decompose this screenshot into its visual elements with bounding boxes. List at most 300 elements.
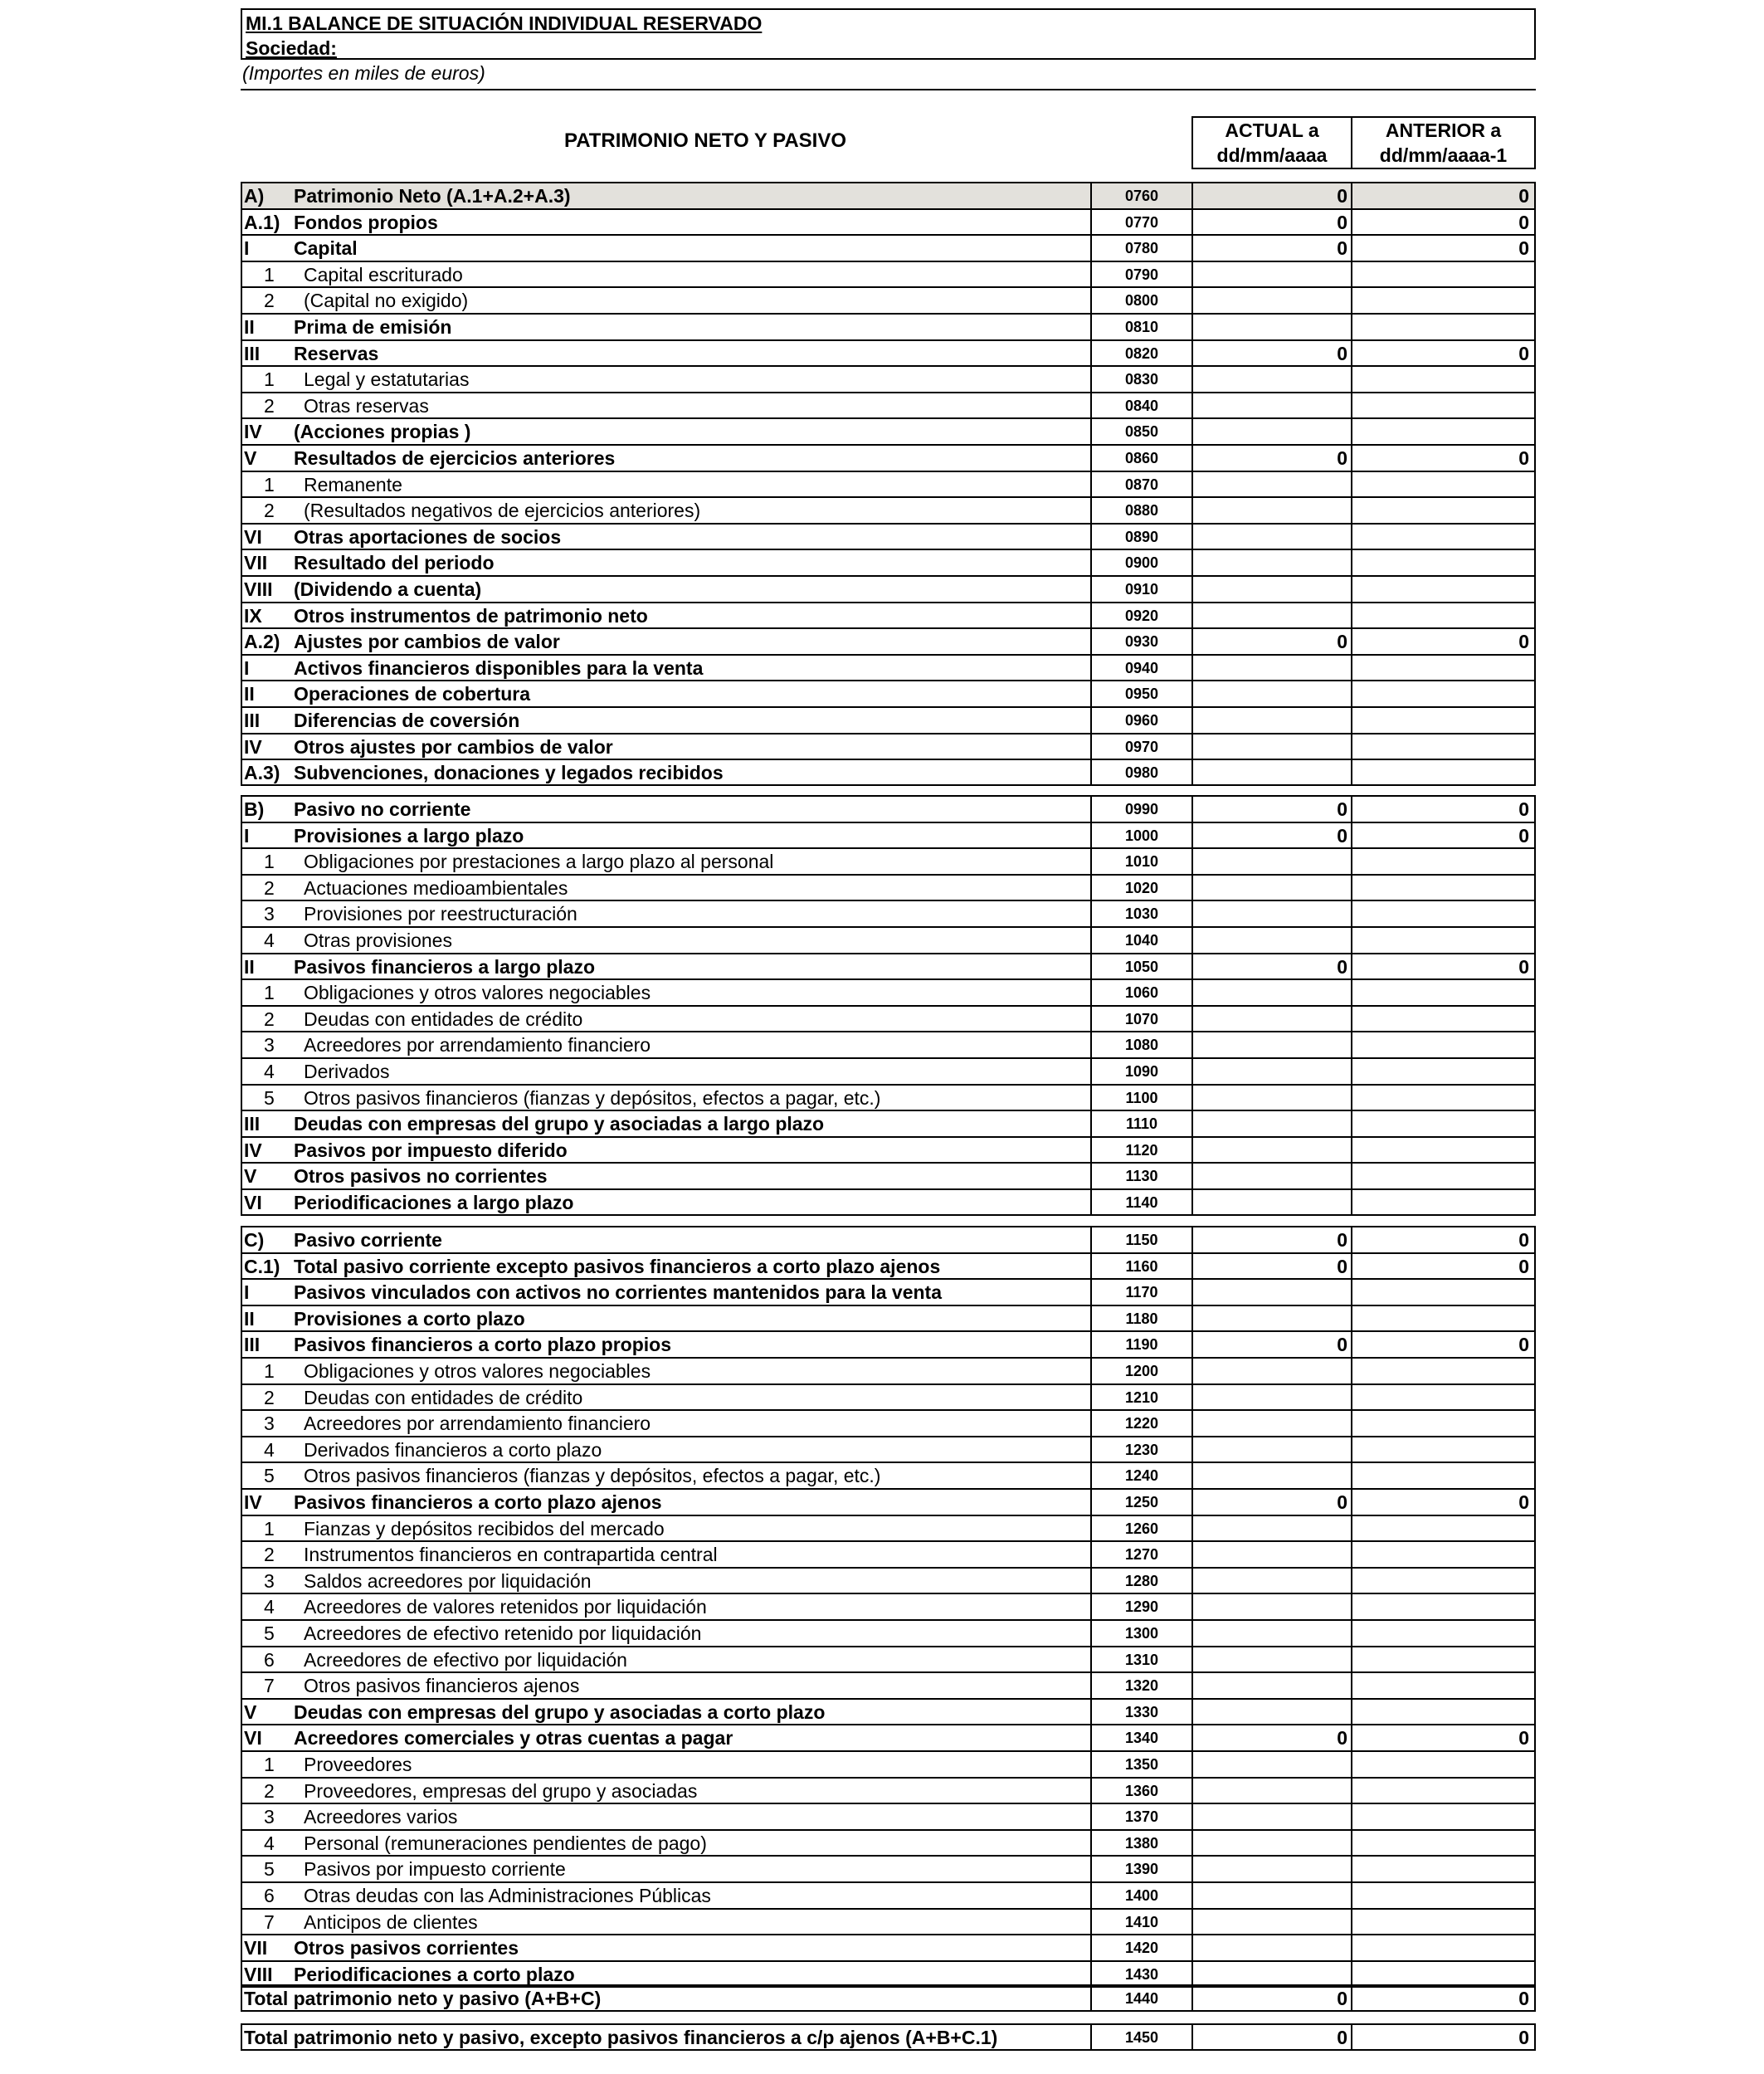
row-label-cell — [241, 1490, 1090, 1515]
row-number: 5 — [264, 1858, 275, 1880]
row-number: 1 — [264, 1518, 275, 1540]
value-anterior — [1351, 1673, 1536, 1698]
row-label-cell — [241, 656, 1090, 681]
row-number: 6 — [264, 1649, 275, 1671]
row-label-cell — [241, 629, 1090, 654]
row-number: 2 — [264, 1780, 275, 1802]
row-label-cell — [241, 1007, 1090, 1032]
value-anterior — [1351, 1437, 1536, 1462]
row-label: Otros pasivos corrientes — [294, 1937, 519, 1959]
value-anterior — [1351, 980, 1536, 1005]
value-actual: 0 — [1191, 1227, 1351, 1252]
row-label-cell — [241, 419, 1090, 444]
table-row — [241, 286, 1536, 313]
value-actual — [1191, 1700, 1351, 1725]
value-anterior — [1351, 1962, 1536, 1986]
table-row — [241, 1162, 1536, 1188]
row-label: Reservas — [294, 343, 379, 364]
value-anterior — [1351, 656, 1536, 681]
row-number: IV — [244, 736, 262, 758]
value-actual — [1191, 1569, 1351, 1593]
value-anterior: 0 — [1351, 1227, 1536, 1252]
row-number: 4 — [264, 1439, 275, 1461]
table-row — [241, 1252, 1536, 1279]
row-code: 0870 — [1090, 472, 1191, 497]
row-label: Total patrimonio neto y pasivo, excepto pasivos financieros a c/p ajenos (A+B+C.1) — [244, 2027, 998, 2048]
row-code: 0860 — [1090, 446, 1191, 471]
value-anterior — [1351, 1059, 1536, 1084]
value-anterior — [1351, 472, 1536, 497]
value-anterior: 0 — [1351, 1725, 1536, 1750]
row-label-cell — [241, 1227, 1090, 1252]
row-number: A.3) — [244, 762, 280, 783]
units-note: (Importes en miles de euros) — [242, 62, 485, 84]
table-row — [241, 900, 1536, 926]
table-row — [241, 1829, 1536, 1856]
row-label-cell — [241, 603, 1090, 628]
row-code: 1380 — [1090, 1831, 1191, 1856]
table-row — [241, 847, 1536, 874]
value-anterior — [1351, 876, 1536, 900]
row-label-cell — [241, 1138, 1090, 1163]
value-anterior: 0 — [1351, 2025, 1536, 2049]
row-label-cell — [241, 1621, 1090, 1646]
table-row — [241, 2023, 1536, 2051]
row-code: 1050 — [1090, 954, 1191, 979]
row-label-cell — [241, 446, 1090, 471]
value-anterior — [1351, 1935, 1536, 1960]
row-label: Pasivos financieros a corto plazo propios — [294, 1334, 672, 1355]
value-anterior — [1351, 1883, 1536, 1908]
value-actual: 0 — [1191, 1254, 1351, 1279]
row-label: Otros pasivos no corrientes — [294, 1165, 548, 1187]
row-label-cell — [241, 1700, 1090, 1725]
table-row — [241, 1619, 1536, 1646]
row-code: 0810 — [1090, 315, 1191, 339]
row-code: 1160 — [1090, 1254, 1191, 1279]
value-anterior — [1351, 1138, 1536, 1163]
row-number: V — [244, 1701, 257, 1723]
value-anterior — [1351, 849, 1536, 874]
value-actual — [1191, 1647, 1351, 1672]
row-label: Pasivos por impuesto diferido — [294, 1139, 568, 1161]
value-actual — [1191, 681, 1351, 706]
value-actual: 0 — [1191, 1490, 1351, 1515]
row-number: 2 — [264, 1387, 275, 1408]
value-actual — [1191, 1437, 1351, 1462]
row-number: III — [244, 1113, 261, 1135]
table-row — [241, 1908, 1536, 1935]
table-row — [241, 234, 1536, 261]
value-anterior — [1351, 1910, 1536, 1935]
table-row — [241, 1646, 1536, 1672]
row-label: Pasivo corriente — [294, 1229, 442, 1251]
row-label: Fianzas y depósitos recibidos del mercado — [304, 1518, 665, 1540]
value-actual — [1191, 980, 1351, 1005]
value-actual — [1191, 1804, 1351, 1829]
value-anterior — [1351, 1857, 1536, 1881]
row-label-cell — [241, 760, 1090, 784]
row-number: 2 — [264, 1544, 275, 1565]
value-actual — [1191, 419, 1351, 444]
table-row — [241, 1593, 1536, 1619]
row-code: 1130 — [1090, 1164, 1191, 1188]
table-row — [241, 978, 1536, 1005]
row-label: Otras aportaciones de socios — [294, 526, 562, 548]
value-actual — [1191, 1359, 1351, 1383]
value-actual — [1191, 849, 1351, 874]
row-code: 1250 — [1090, 1490, 1191, 1515]
value-actual — [1191, 1962, 1351, 1986]
row-number: VI — [244, 1727, 262, 1749]
row-code: 1340 — [1090, 1725, 1191, 1750]
value-actual — [1191, 708, 1351, 733]
row-number: 1 — [264, 1754, 275, 1775]
row-number: A.1) — [244, 212, 280, 233]
row-label-cell — [241, 823, 1090, 848]
value-anterior — [1351, 1086, 1536, 1110]
company-label: Sociedad: — [246, 37, 337, 59]
value-actual — [1191, 901, 1351, 926]
row-code: 1400 — [1090, 1883, 1191, 1908]
row-label: Proveedores, empresas del grupo y asociadas — [304, 1780, 698, 1802]
value-actual — [1191, 1621, 1351, 1646]
row-number: 1 — [264, 982, 275, 1003]
report-title: MI.1 BALANCE DE SITUACIÓN INDIVIDUAL RESERVADO — [246, 12, 763, 34]
row-number: 7 — [264, 1911, 275, 1933]
table-row — [241, 1305, 1536, 1331]
row-number: 5 — [264, 1465, 275, 1486]
row-label: Otros pasivos financieros (fianzas y depósitos, efectos a pagar, etc.) — [304, 1087, 881, 1109]
value-actual — [1191, 1138, 1351, 1163]
row-code: 0830 — [1090, 367, 1191, 392]
row-number: 4 — [264, 1596, 275, 1618]
value-anterior: 0 — [1351, 1490, 1536, 1515]
row-label: Otros pasivos financieros (fianzas y depósitos, efectos a pagar, etc.) — [304, 1465, 881, 1486]
table-row — [241, 602, 1536, 628]
value-anterior — [1351, 550, 1536, 575]
row-number: III — [244, 1334, 261, 1355]
value-actual — [1191, 367, 1351, 392]
row-label: Otras reservas — [304, 395, 429, 417]
row-label: Derivados financieros a corto plazo — [304, 1439, 602, 1461]
value-actual — [1191, 1385, 1351, 1410]
row-number: IV — [244, 1139, 262, 1161]
row-number: III — [244, 343, 261, 364]
value-actual — [1191, 1779, 1351, 1803]
row-label: Deudas con entidades de crédito — [304, 1008, 583, 1030]
row-label-cell — [241, 367, 1090, 392]
value-anterior — [1351, 734, 1536, 759]
row-label: (Dividendo a cuenta) — [294, 578, 482, 600]
table-row — [241, 733, 1536, 759]
value-anterior — [1351, 315, 1536, 339]
row-code: 1350 — [1090, 1752, 1191, 1777]
column-header-actual-line2: dd/mm/aaaa — [1216, 144, 1328, 166]
row-label: Diferencias de coversión — [294, 710, 520, 731]
column-header-actual-line1: ACTUAL a — [1225, 120, 1319, 141]
row-label-cell — [241, 1516, 1090, 1541]
row-code: 1090 — [1090, 1059, 1191, 1084]
row-number: V — [244, 1165, 257, 1187]
row-label: Legal y estatutarias — [304, 368, 470, 390]
row-code: 1070 — [1090, 1007, 1191, 1032]
value-actual — [1191, 1280, 1351, 1305]
row-label: Deudas con empresas del grupo y asociadas a corto plazo — [294, 1701, 826, 1723]
row-label: Total pasivo corriente excepto pasivos financieros a corto plazo ajenos — [294, 1256, 941, 1277]
column-header-anterior — [1351, 116, 1536, 169]
value-anterior — [1351, 901, 1536, 926]
row-label: Actuaciones medioambientales — [304, 877, 568, 899]
value-actual — [1191, 928, 1351, 953]
table-row — [241, 1724, 1536, 1750]
row-label: Resultado del periodo — [294, 552, 495, 573]
row-label: Pasivos vinculados con activos no corrientes mantenidos para la venta — [294, 1281, 942, 1303]
row-label: Patrimonio Neto (A.1+A.2+A.3) — [294, 185, 571, 207]
row-label: Obligaciones y otros valores negociables — [304, 982, 651, 1003]
row-label: Deudas con empresas del grupo y asociadas a largo plazo — [294, 1113, 825, 1135]
row-label-cell — [241, 1111, 1090, 1136]
row-number: IX — [244, 605, 262, 627]
row-label: (Resultados negativos de ejercicios anteriores) — [304, 500, 701, 521]
row-code: 1430 — [1090, 1962, 1191, 1986]
row-code: 1320 — [1090, 1673, 1191, 1698]
row-code: 0900 — [1090, 550, 1191, 575]
table-row — [241, 261, 1536, 287]
table-row — [241, 1409, 1536, 1436]
row-number: I — [244, 825, 250, 847]
row-label-cell — [241, 1190, 1090, 1214]
table-row — [241, 1005, 1536, 1032]
row-number: IV — [244, 1491, 262, 1513]
row-label-cell — [241, 876, 1090, 900]
table-row — [241, 1777, 1536, 1803]
row-label: (Acciones propias ) — [294, 421, 471, 442]
row-code: 1030 — [1090, 901, 1191, 926]
row-number: 1 — [264, 474, 275, 495]
row-code: 1000 — [1090, 823, 1191, 848]
row-number: 3 — [264, 1413, 275, 1434]
value-actual: 0 — [1191, 341, 1351, 366]
row-code: 0990 — [1090, 797, 1191, 822]
row-code: 1240 — [1090, 1463, 1191, 1488]
table-row — [241, 874, 1536, 900]
value-actual: 0 — [1191, 236, 1351, 261]
table-row — [241, 496, 1536, 523]
value-anterior — [1351, 1190, 1536, 1214]
row-label-cell — [241, 1594, 1090, 1619]
row-number: 3 — [264, 1034, 275, 1056]
row-label: Fondos propios — [294, 212, 438, 233]
row-code: 1310 — [1090, 1647, 1191, 1672]
row-code: 1230 — [1090, 1437, 1191, 1462]
row-code: 1360 — [1090, 1779, 1191, 1803]
row-label-cell — [241, 183, 1090, 208]
value-anterior — [1351, 525, 1536, 549]
row-label: Otras provisiones — [304, 930, 452, 951]
value-anterior: 0 — [1351, 236, 1536, 261]
row-label: Provisiones a corto plazo — [294, 1308, 525, 1330]
row-number: I — [244, 657, 250, 679]
row-code: 0930 — [1090, 629, 1191, 654]
value-anterior: 0 — [1351, 1254, 1536, 1279]
value-anterior — [1351, 928, 1536, 953]
value-actual: 0 — [1191, 1986, 1351, 2010]
header-divider — [241, 89, 1536, 90]
value-anterior — [1351, 1831, 1536, 1856]
table-row — [241, 208, 1536, 235]
table-row — [241, 926, 1536, 953]
row-number: 6 — [264, 1885, 275, 1906]
row-label-cell — [241, 1779, 1090, 1803]
value-anterior: 0 — [1351, 629, 1536, 654]
row-code: 1010 — [1090, 849, 1191, 874]
row-code: 1420 — [1090, 1935, 1191, 1960]
row-label-cell — [241, 315, 1090, 339]
row-label: Total patrimonio neto y pasivo (A+B+C) — [244, 1988, 602, 2009]
row-label-cell — [241, 1804, 1090, 1829]
row-label-cell — [241, 262, 1090, 287]
row-code: 1390 — [1090, 1857, 1191, 1881]
row-label: Provisiones por reestructuración — [304, 903, 577, 925]
row-code: 1330 — [1090, 1700, 1191, 1725]
row-label-cell — [241, 1986, 1090, 2010]
row-label-cell — [241, 1437, 1090, 1462]
row-label-cell — [241, 1032, 1090, 1057]
row-label-cell — [241, 1725, 1090, 1750]
row-number: 3 — [264, 903, 275, 925]
value-anterior: 0 — [1351, 183, 1536, 208]
row-code: 1180 — [1090, 1306, 1191, 1331]
value-actual — [1191, 1463, 1351, 1488]
table-row — [241, 822, 1536, 848]
value-actual: 0 — [1191, 1332, 1351, 1357]
row-label: Capital escriturado — [304, 264, 463, 285]
table-row — [241, 1984, 1536, 2012]
value-actual — [1191, 1752, 1351, 1777]
table-row — [241, 1188, 1536, 1216]
table-row — [241, 1226, 1536, 1252]
row-label-cell — [241, 1463, 1090, 1488]
row-label-cell — [241, 1883, 1090, 1908]
row-code: 0890 — [1090, 525, 1191, 549]
row-label-cell — [241, 577, 1090, 602]
row-label: Obligaciones por prestaciones a largo plazo al personal — [304, 851, 774, 872]
row-code: 1060 — [1090, 980, 1191, 1005]
row-code: 0790 — [1090, 262, 1191, 287]
row-code: 1300 — [1090, 1621, 1191, 1646]
row-label-cell — [241, 525, 1090, 549]
value-actual — [1191, 876, 1351, 900]
row-number: 2 — [264, 395, 275, 417]
row-label-cell — [241, 550, 1090, 575]
value-actual — [1191, 472, 1351, 497]
value-anterior — [1351, 1700, 1536, 1725]
value-anterior — [1351, 1779, 1536, 1803]
row-label-cell — [241, 1086, 1090, 1110]
row-label: Remanente — [304, 474, 402, 495]
row-number: 4 — [264, 1832, 275, 1854]
table-row — [241, 706, 1536, 733]
table-row — [241, 1540, 1536, 1567]
value-actual — [1191, 760, 1351, 784]
value-anterior — [1351, 1032, 1536, 1057]
row-label-cell — [241, 1254, 1090, 1279]
value-anterior — [1351, 498, 1536, 523]
row-label: (Capital no exigido) — [304, 290, 469, 311]
row-code: 0780 — [1090, 236, 1191, 261]
row-number: 1 — [264, 1360, 275, 1382]
row-label-cell — [241, 797, 1090, 822]
row-number: 7 — [264, 1675, 275, 1696]
row-label-cell — [241, 341, 1090, 366]
value-actual — [1191, 1086, 1351, 1110]
row-label: Pasivo no corriente — [294, 798, 471, 820]
row-code: 1150 — [1090, 1227, 1191, 1252]
row-label-cell — [241, 1647, 1090, 1672]
value-anterior — [1351, 1752, 1536, 1777]
row-label: Derivados — [304, 1061, 390, 1082]
row-code: 0770 — [1090, 210, 1191, 235]
row-number: 1 — [264, 851, 275, 872]
row-code: 0840 — [1090, 393, 1191, 418]
row-code: 1100 — [1090, 1086, 1191, 1110]
row-number: VII — [244, 1937, 268, 1959]
value-anterior — [1351, 262, 1536, 287]
value-anterior — [1351, 1621, 1536, 1646]
table-row — [241, 471, 1536, 497]
row-label: Pasivos financieros a largo plazo — [294, 956, 596, 978]
value-actual — [1191, 1831, 1351, 1856]
row-number: III — [244, 710, 261, 731]
table-row — [241, 417, 1536, 444]
row-number: II — [244, 683, 255, 705]
table-row — [241, 1750, 1536, 1777]
row-label-cell — [241, 1385, 1090, 1410]
value-actual: 0 — [1191, 2025, 1351, 2049]
row-label: Acreedores de valores retenidos por liquidación — [304, 1596, 707, 1618]
row-number: 2 — [264, 877, 275, 899]
row-label: Acreedores comerciales y otras cuentas a pagar — [294, 1727, 733, 1749]
row-label-cell — [241, 1359, 1090, 1383]
value-anterior — [1351, 1542, 1536, 1567]
row-label-cell — [241, 1306, 1090, 1331]
row-number: V — [244, 447, 257, 469]
table-row — [241, 1515, 1536, 1541]
value-anterior: 0 — [1351, 1986, 1536, 2010]
table-row — [241, 1462, 1536, 1488]
row-number: VIII — [244, 578, 273, 600]
table-row — [241, 523, 1536, 549]
row-number: 2 — [264, 290, 275, 311]
row-number: B) — [244, 798, 265, 820]
value-anterior — [1351, 393, 1536, 418]
value-actual — [1191, 1032, 1351, 1057]
row-code: 0800 — [1090, 288, 1191, 313]
row-code: 0970 — [1090, 734, 1191, 759]
value-actual: 0 — [1191, 954, 1351, 979]
row-label-cell — [241, 210, 1090, 235]
table-row — [241, 1436, 1536, 1462]
table-row — [241, 1330, 1536, 1357]
value-actual — [1191, 393, 1351, 418]
value-actual: 0 — [1191, 629, 1351, 654]
row-number: 3 — [264, 1806, 275, 1828]
value-actual — [1191, 1542, 1351, 1567]
row-number: 5 — [264, 1087, 275, 1109]
value-anterior — [1351, 1516, 1536, 1541]
table-row — [241, 1057, 1536, 1084]
